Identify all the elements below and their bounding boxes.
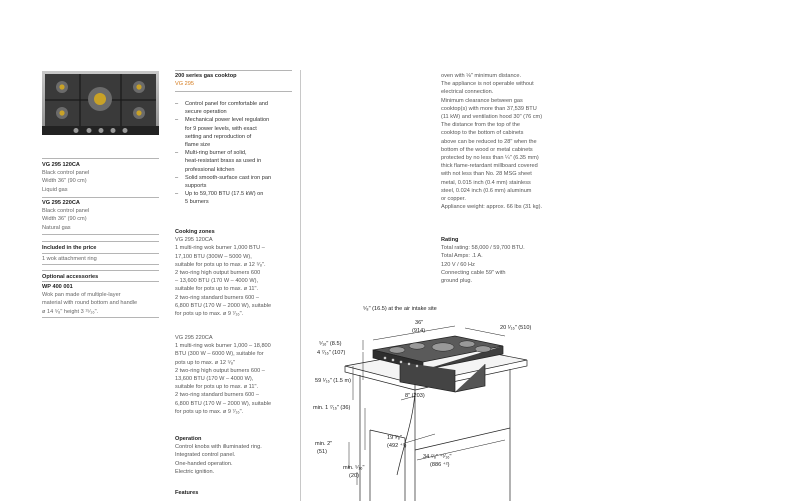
cooking-line: BTU (300 W – 6000 W), suitable for xyxy=(175,351,264,358)
dim-cutout-width: 34 ⁷⁄₈" ⁺¹⁄₁₆" xyxy=(423,454,452,460)
feature-item: – Multi-ring burner of solid, heat-resistant brass as used in professional kitchen xyxy=(175,150,262,173)
dim-cutout-width-mm: (886 ⁺²) xyxy=(430,462,450,468)
cooking-line: suitable for pots up to max. ø 11". xyxy=(175,286,259,293)
cooking-line: 2 two-ring high output burners 600 xyxy=(175,270,261,277)
dim-height-body: 4 ⁷⁄₁₆" (107) xyxy=(317,350,346,356)
cooking-line: pots up to max. ø 12 ⁵⁄₈" xyxy=(175,359,236,366)
dim-cable: 59 ¹⁄₁₆" (1.5 m) xyxy=(315,378,351,384)
dim-depth: 20 ¹⁄₁₆" (510) xyxy=(500,325,532,331)
dim-width: 36" xyxy=(415,320,424,326)
cooking-line: suitable for pots up to max. ø 11". xyxy=(175,384,259,391)
optional-heading: Optional accessories xyxy=(42,274,99,280)
install-line: Minimum clearance between gas xyxy=(441,97,523,104)
feature-item: – Up to 59,700 BTU (17.5 kW) on 5 burners xyxy=(175,191,264,206)
dim-cut-depth: 8" (203) xyxy=(405,393,425,399)
cooking-line: for pots up to max. ø 9 ⁷⁄₁₆". xyxy=(175,311,244,318)
install-line: (11 kW) and ventilation hood 30" (76 cm) xyxy=(441,114,543,121)
optional-line: Wok pan made of multiple-layer xyxy=(42,292,121,299)
install-line: with not less than No. 28 MSG sheet xyxy=(441,171,532,178)
operation-line: Integrated control panel. xyxy=(175,452,236,459)
install-line: cooktop to the bottom of cabinets xyxy=(441,130,524,137)
cooking-line: – 13,600 BTU (170 W – 4000 W), xyxy=(175,278,259,285)
optional-line: ø 14 ⁵⁄₈" height 3 ¹⁵⁄₁₆". xyxy=(42,308,99,315)
feature-item: – Mechanical power level regulation for 9 power levels, with exact setting and reproduction of flame size xyxy=(175,117,270,149)
included-item: 1 wok attachment ring xyxy=(42,256,97,262)
model-2-line: Black control panel xyxy=(42,208,90,215)
dim-cutout-depth: 19 ³⁄₈" xyxy=(387,435,402,441)
rating-line: ground plug. xyxy=(441,278,473,285)
dim-height-top: ⁵⁄₁₆" (8.5) xyxy=(319,341,342,347)
cooking-line: VG 295 220CA xyxy=(175,335,213,341)
model-2-title: VG 295 220CA xyxy=(42,200,80,206)
cooking-line: suitable for pots up to max. ø 12 ⁵⁄₈". xyxy=(175,261,266,268)
cooking-line: 6,800 BTU (170 W – 2000 W), suitable xyxy=(175,302,272,309)
cooking-line: 2 two-ring standard burners 600 – xyxy=(175,392,259,399)
cooktop-photo-icon xyxy=(42,71,159,135)
dim-min-side-mm: (51) xyxy=(317,449,327,455)
cooking-line: 6,800 BTU (170 W – 2000 W), suitable xyxy=(175,400,272,407)
rating-line: Total rating: 58,000 / 59,700 BTU. xyxy=(441,245,525,252)
feature-item: – Control panel for comfortable and secure operation xyxy=(175,101,269,116)
install-line: Appliance weight: approx. 66 lbs (31 kg). xyxy=(441,204,543,211)
cooking-line: 2 two-ring standard burners 600 – xyxy=(175,294,259,301)
cooking-line: 17,100 BTU (300W – 5000 W), xyxy=(175,253,252,260)
cooking-line: 1 multi-ring wok burner 1,000 BTU – xyxy=(175,245,265,252)
model-1-title: VG 295 120CA xyxy=(42,162,80,168)
operation-heading: Operation xyxy=(175,436,202,442)
install-line: or copper. xyxy=(441,196,466,203)
install-line: thick flame-retardant millboard covered xyxy=(441,163,538,170)
dim-min-top: min. 1 ⁷⁄₁₆" (36) xyxy=(313,405,351,411)
operation-line: Electric ignition. xyxy=(175,468,215,475)
install-line: steel, 0.024 inch (0.6 mm) aluminum xyxy=(441,187,532,194)
dim-width-mm: (914) xyxy=(412,328,426,334)
dim-min-front-mm: (20) xyxy=(349,473,359,479)
series-title: 200 series gas cooktop xyxy=(175,73,237,79)
install-line: The distance from the top of the xyxy=(441,122,520,129)
install-line: cooktop(s) with more than 37,539 BTU xyxy=(441,105,537,112)
features-heading: Features xyxy=(175,490,199,496)
install-line: above can be reduced to 28" when the xyxy=(441,138,537,145)
optional-model: WP 400 001 xyxy=(42,284,73,290)
install-line: metal, 0.015 inch (0.4 mm) stainless xyxy=(441,179,531,186)
operation-line: One-handed operation. xyxy=(175,460,233,467)
series-model: VG 295 xyxy=(175,81,194,88)
rating-heading: Rating xyxy=(441,237,459,243)
feature-item: – Solid smooth-surface cast iron pan supports xyxy=(175,174,272,190)
dim-min-side: min. 2" xyxy=(315,441,333,447)
operation-line: Control knobs with illuminated ring. xyxy=(175,444,262,451)
dim-min-front: min. ⁵⁄₁₆" xyxy=(343,465,365,471)
optional-line: material with round bottom and handle xyxy=(42,300,138,307)
cooking-heading: Cooking zones xyxy=(175,229,215,235)
rating-line: 120 V / 60 Hz xyxy=(441,261,475,268)
cooking-line: VG 295 120CA xyxy=(175,237,213,244)
model-1-line: Width 36" (90 cm) xyxy=(42,178,87,185)
rating-line: Total Amps: .1 A. xyxy=(441,253,483,260)
install-line: The appliance is not operable without xyxy=(441,81,534,88)
cooking-line: 1 multi-ring wok burner 1,000 – 18,800 xyxy=(175,343,271,350)
model-2-line: Width 36" (90 cm) xyxy=(42,216,87,223)
dim-cutout-depth-mm: (492 ⁺²) xyxy=(387,443,407,449)
cooking-line: 13,600 BTU (170 W – 4000 W), xyxy=(175,376,254,383)
install-line: oven with ⅛" minimum distance. xyxy=(441,73,522,79)
product-photo xyxy=(42,71,159,135)
model-2-line: Natural gas xyxy=(42,224,71,231)
included-heading: Included in the price xyxy=(42,245,97,251)
rating-line: Connecting cable 59" with xyxy=(441,269,506,276)
model-1-line: Liquid gas xyxy=(42,186,68,193)
model-1-line: Black control panel xyxy=(42,170,90,177)
installation-diagram xyxy=(305,300,535,501)
dim-air-intake: ⁵⁄₈" (16.5) at the air intake site xyxy=(363,306,437,312)
cooking-line: for pots up to max. ø 9 ⁷⁄₁₆". xyxy=(175,408,244,415)
cooking-line: 2 two-ring high output burners 600 – xyxy=(175,367,265,374)
install-line: bottom of the wood or metal cabinets xyxy=(441,146,533,153)
install-line: electrical connection. xyxy=(441,89,494,96)
install-line: protected by no less than ¼" (6.35 mm) xyxy=(441,155,539,162)
